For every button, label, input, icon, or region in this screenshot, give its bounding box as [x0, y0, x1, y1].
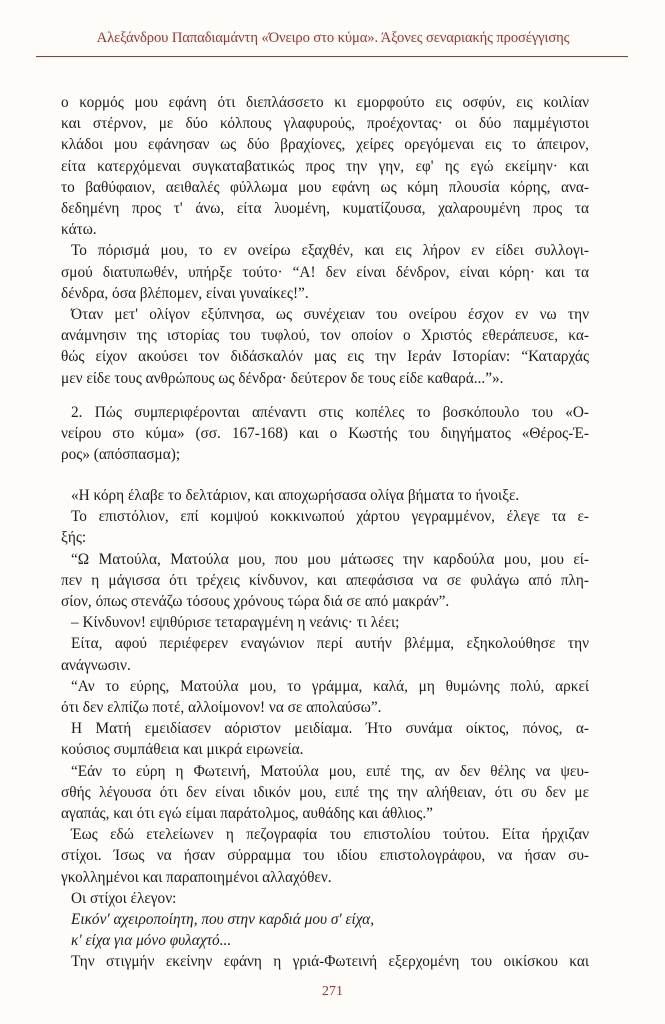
section-1-text — [61, 92, 589, 389]
text-line: – Κίνδυνον! εψιθύρισε τεταραγμένη η νεάνις· τι λέει; — [71, 614, 400, 632]
text-line: μεν είδε τους ανθρώπους ως δένδρα· δεύτερον δε τους είδε καθαρά...”». — [61, 369, 504, 387]
verse-line: κ' είχα για μόνο φυλαχτό... — [71, 932, 232, 950]
text-line: κάτω. — [61, 221, 97, 239]
text-line: «Η κόρη έλαβε το δελτάριον, και αποχωρήσασα ολίγα βήματα το ήνοιξε. — [71, 487, 520, 504]
paragraph-tree-dream — [61, 92, 589, 240]
running-header: Αλεξάνδρου Παπαδιαμάντη «Όνειρο στο κύμα». Άξονες σεναριακής προσέγγισης — [96, 30, 570, 46]
text-line: είτα κατερχόμεναι συγκαταβατικώς προς την γην, εφ' ης εγώ εκείμην· και — [61, 157, 589, 175]
paragraph-conclusion — [61, 240, 589, 304]
excerpt-paragraph — [61, 718, 589, 760]
verse-block — [61, 909, 589, 951]
excerpt-paragraph — [61, 549, 589, 613]
text-line: γκολλημένοι και παραποιημένοι αλλαχόθεν. — [61, 868, 332, 886]
excerpt-paragraph — [61, 633, 589, 675]
text-line: Την στιγμήν εκείνην εφάνη η γριά-Φωτεινή εξερχομένη του οικίσκου και — [71, 953, 589, 971]
text-line: κλάδοι μου εφάνησαν ως δύο βραχίονες, χείρες ορεγόμεναι εις το άπειρον, — [61, 136, 589, 154]
text-line: ξής: — [61, 529, 87, 547]
text-line: Όταν μετ' ολίγον εξύπνησα, ως συνέχειαν του ονείρου έσχον εν νω την — [71, 306, 589, 324]
text-line: δεδημένη προς τ' άνω, είτα λυομένη, κυματίζουσα, χαλαρουμένη προς τα — [61, 200, 589, 218]
text-line: Έως εδώ ετελείωνεν η πεζογραφία του επιστολίου τούτου. Είτα ήρχιζαν — [71, 826, 589, 844]
text-line: ανάγνωσιν. — [61, 656, 131, 674]
text-line: νείρου στο κύμα» (σσ. 167-168) και ο Κωστής του διηγήματος «Θέρος-Έ- — [61, 425, 589, 443]
text-line: Το πόρισμά μου, το εν ονείρω εξαχθέν, και εις λήρον εν είδει συλλογι- — [71, 242, 589, 260]
question-2 — [61, 402, 589, 466]
text-line: πεν η μάγισσα ότι τρέχεις κίνδυνον, και απεφάσισα να σε φυλάγω από πλη- — [61, 571, 589, 589]
header-rule — [36, 56, 628, 57]
text-line: ρος» (απόσπασμα); — [61, 446, 181, 464]
text-line: δένδρα, όσα βλέπομεν, είναι γυναίκες!”. — [61, 284, 309, 302]
text-line: και στέρνον, με δύο κόλπους γλαφυρούς, προέχοντας· οι δύο παμμέγιστοι — [61, 115, 589, 133]
excerpt-paragraph — [61, 485, 589, 506]
text-line: αγαπάς, και ότι εγώ είμαι παράτολμος, αυθάδης και άθλιος.” — [61, 805, 433, 823]
text-line: σθής λέγουσα ότι δεν είναι ιδικόν μου, ειπέ της την αλήθειαν, ότι συ δεν με — [61, 783, 589, 801]
text-line: κούσιος συμπάθεια και μικρά ειρωνεία. — [61, 741, 304, 759]
excerpt-paragraph — [61, 824, 589, 888]
text-line: στίχοι. Ίσως να ήσαν σύρραμμα του ιδίου επιστολογράφου, να ήσαν συ- — [61, 847, 589, 865]
excerpt-paragraph — [61, 761, 589, 825]
text-line: σίον, όπως στενάζω τόσους χρόνους τώρα διά σε από μακράν”. — [61, 593, 450, 611]
text-line: θώς είχον ακούσει τον διδάσκαλόν μας εις την Ιεράν Ιστορίαν: “Καταρχάς — [61, 348, 589, 366]
text-line: “Ω Ματούλα, Ματούλα μου, που μου μάτωσες την καρδούλα μου, μου εί- — [71, 550, 589, 568]
text-line: ότι δεν ελπίζω ποτέ, αλλοίμονον! να σε απολαύσω”. — [61, 699, 382, 717]
text-line: το βαθύφαιον, αειθαλές φύλλωμα μου εφάνη ως κόμη πλουσία κόρης, ανα- — [61, 178, 589, 196]
text-line: ανάμνησιν της ιστορίας του τυφλού, τον οποίον ο Χριστός εθεράπευσε, κα- — [61, 327, 589, 345]
page-number: 271 — [322, 984, 343, 999]
excerpt-paragraph — [61, 951, 589, 972]
text-line: Είτα, αφού περιέφερεν εναγώνιον περί αυτήν βλέμμα, εξηκολούθησε την — [71, 635, 589, 653]
excerpt-paragraph — [61, 612, 589, 633]
excerpt-paragraph — [61, 506, 589, 548]
text-line: σμού διατυπωθέν, υπήρξε τούτο· “Α! δεν είναι δένδρον, είναι κόρη· και τα — [61, 263, 589, 281]
text-line: Το επιστόλιον, επί κομψού κοκκινωπού χάρτου γεγραμμένον, έλεγε τα ε- — [71, 508, 589, 526]
text-line: Η Ματή εμειδίασεν αόριστον μειδίαμα. Ήτο συνάμα οίκτος, πόνος, α- — [71, 720, 589, 738]
text-line: Οι στίχοι έλεγον: — [71, 889, 177, 907]
excerpt-text — [61, 485, 589, 973]
text-line: “Αν το εύρης, Ματούλα μου, το γράμμα, καλά, μη θυμώνης πολύ, αρκεί — [71, 677, 589, 695]
question-paragraph — [61, 402, 589, 466]
text-line: 2. Πώς συμπεριφέρονται απέναντι στις κοπέλες το βοσκόπουλο του «Ο- — [71, 404, 589, 421]
text-line: “Εάν το εύρη η Φωτεινή, Ματούλα μου, ειπέ της, αν δεν θέλης να ψευ- — [71, 762, 589, 780]
excerpt-paragraph — [61, 676, 589, 718]
excerpt-paragraph — [61, 888, 589, 909]
text-line: ο κορμός μου εφάνη ότι διεπλάσσετο κι εμορφούτο εις οσφύν, εις κοιλίαν — [61, 94, 589, 111]
verse-line: Εικόν' αχειροποίητη, που στην καρδιά μου σ' είχα, — [71, 911, 375, 929]
paragraph-awakening — [61, 304, 589, 389]
